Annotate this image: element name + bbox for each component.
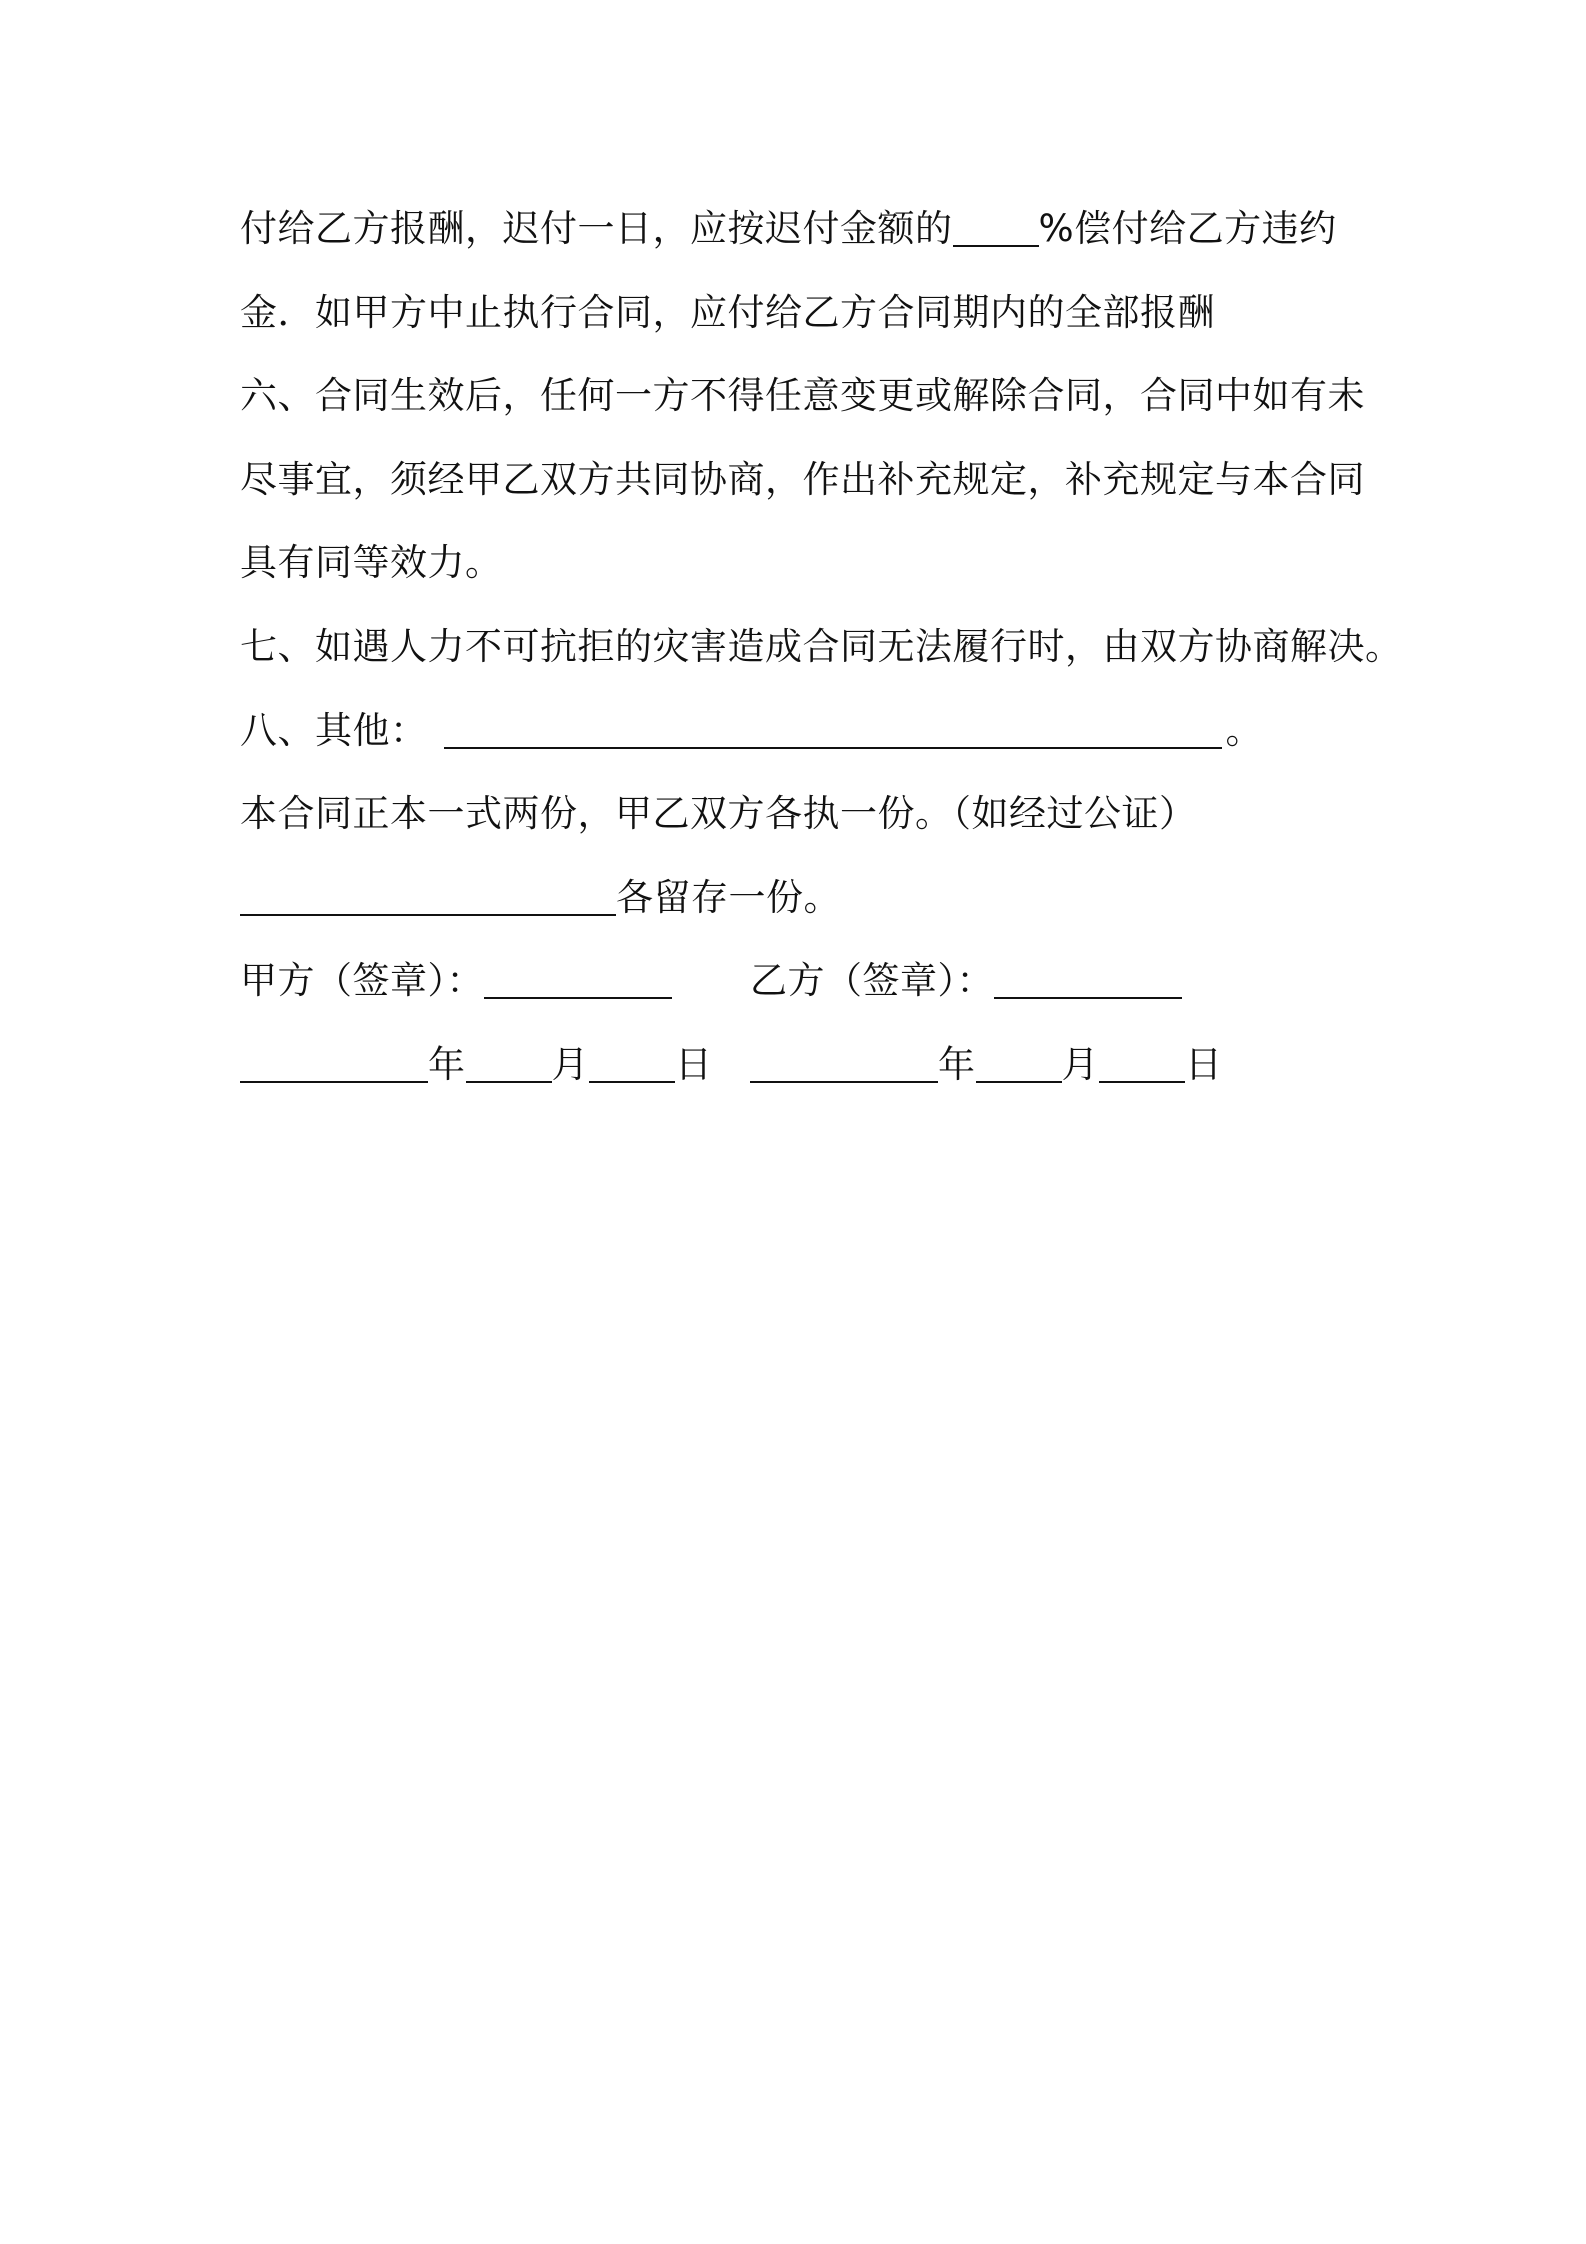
day-label: 日 — [675, 1042, 713, 1086]
month-label: 月 — [1061, 1042, 1099, 1086]
line-text: 。 — [1225, 708, 1263, 752]
paragraph-line — [240, 618, 1403, 702]
paragraph-line — [240, 785, 1360, 869]
paragraph-line — [240, 200, 1360, 284]
signature-line — [240, 952, 1360, 1036]
line-text: 六、合同生效后，任何一方不得任意变更或解除合同，合同中如有未 — [240, 374, 1365, 418]
party-a-signature-blank — [484, 953, 672, 999]
line-text: %偿付给乙方违约 — [1038, 207, 1337, 250]
line-text: 尽事宜，须经甲乙双方共同协商，作出补充规定，补充规定与本合同 — [240, 457, 1365, 501]
paragraph-line — [240, 869, 1360, 953]
month-label: 月 — [551, 1042, 589, 1086]
party-b-signature — [750, 952, 1182, 1010]
line-text: 八、其他： — [240, 708, 428, 752]
line-text: 具有同等效力。 — [240, 541, 503, 585]
year-label: 年 — [428, 1042, 466, 1086]
party-b-label: 乙方（签章）： — [750, 959, 994, 1003]
date-line — [240, 1036, 1360, 1120]
line-text: 七、如遇人力不可抗拒的灾害造成合同无法履行时，由双方协商解决。 — [240, 624, 1403, 668]
paragraph-line — [240, 534, 1360, 618]
party-a-date — [240, 1036, 750, 1094]
day-blank — [589, 1037, 675, 1083]
paragraph-line — [240, 702, 1360, 786]
day-label: 日 — [1185, 1042, 1223, 1086]
party-b-signature-blank — [994, 953, 1182, 999]
year-blank — [750, 1037, 938, 1083]
party-a-label: 甲方（签章）： — [240, 959, 484, 1003]
paragraph-line — [240, 367, 1365, 451]
line-text: 金．如甲方中止执行合同，应付给乙方合同期内的全部报酬 — [240, 290, 1215, 334]
party-b-date — [750, 1036, 1223, 1094]
day-blank — [1099, 1037, 1185, 1083]
percentage-blank — [953, 201, 1039, 247]
party-a-signature — [240, 952, 750, 1010]
month-blank — [466, 1037, 552, 1083]
year-label: 年 — [938, 1042, 976, 1086]
year-blank — [240, 1037, 428, 1083]
paragraph-line — [240, 451, 1365, 535]
month-blank — [976, 1037, 1062, 1083]
notary-blank — [240, 870, 616, 916]
line-text: 付给乙方报酬，迟付一日，应按迟付金额的 — [240, 207, 953, 250]
paragraph-line — [240, 284, 1360, 368]
line-text: 各留存一份。 — [616, 875, 841, 919]
other-terms-blank — [444, 703, 1222, 749]
contract-body — [240, 200, 1403, 1120]
line-text: 本合同正本一式两份，甲乙双方各执一份。（如经过公证） — [240, 792, 1197, 836]
